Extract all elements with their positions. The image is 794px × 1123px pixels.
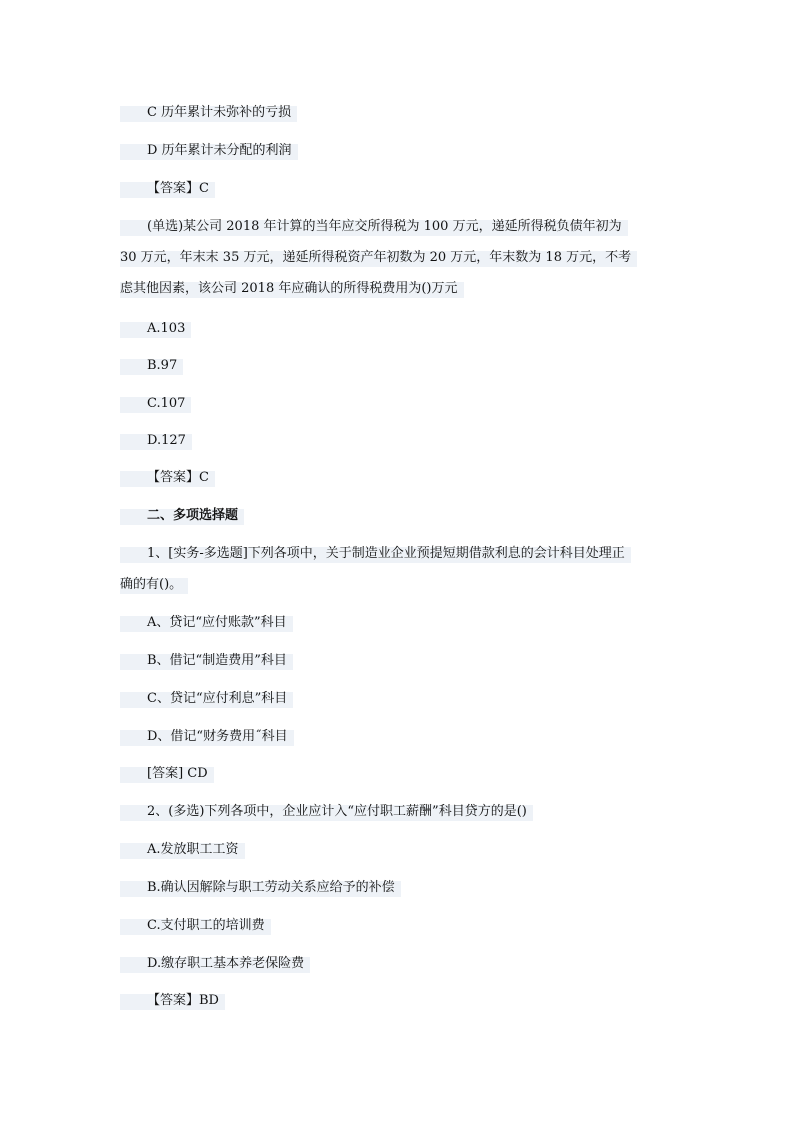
- question-stem-line: 确的有()。: [120, 576, 188, 594]
- option-c: C.107: [120, 395, 191, 413]
- option-a: A.103: [120, 320, 191, 338]
- option-a: A.发放职工工资: [120, 841, 245, 859]
- answer-line: 【答案】BD: [120, 992, 225, 1010]
- option-d: D 历年累计未分配的利润: [120, 142, 298, 160]
- question-stem-line: 虑其他因素，该公司 2018 年应确认的所得税费用为()万元: [120, 280, 464, 298]
- answer-line: 【答案】C: [120, 469, 215, 487]
- option-d: D、借记“财务费用˝科目: [120, 728, 294, 746]
- answer-line: [答案] CD: [120, 765, 214, 783]
- section-heading: 二、多项选择题: [120, 507, 244, 525]
- question-stem-line: (单选)某公司 2018 年计算的当年应交所得税为 100 万元，递延所得税负债年初为: [120, 218, 628, 236]
- option-b: B.确认因解除与职工劳动关系应给予的补偿: [120, 879, 401, 897]
- question-stem-line: 30 万元，年末末 35 万元，递延所得税资产年初数为 20 万元，年末数为 18 万元，不考: [120, 249, 637, 267]
- option-b: B.97: [120, 357, 183, 375]
- option-d: D.缴存职工基本养老保险费: [120, 955, 310, 973]
- option-a: A、贷记“应付账款”科目: [120, 614, 293, 632]
- answer-line: 【答案】C: [120, 180, 215, 198]
- question-stem-line: 2、(多选)下列各项中，企业应计入“应付职工薪酬”科目贷方的是(): [120, 803, 533, 821]
- question-stem-line: 1、[实务-多选题]下列各项中，关于制造业企业预提短期借款利息的会计科目处理正: [120, 545, 631, 563]
- option-c: C、贷记“应付利息”科目: [120, 690, 293, 708]
- option-c: C 历年累计未弥补的亏损: [120, 104, 297, 122]
- option-d: D.127: [120, 432, 192, 450]
- option-b: B、借记“制造费用”科目: [120, 652, 293, 670]
- option-c: C.支付职工的培训费: [120, 917, 271, 935]
